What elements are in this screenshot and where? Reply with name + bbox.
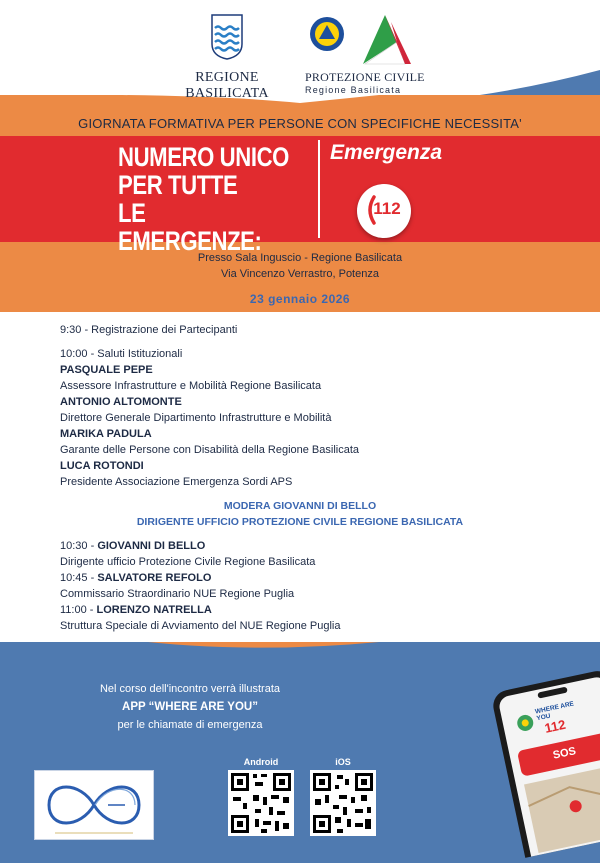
emergency-label: Emergenza: [330, 141, 443, 164]
venue: [0, 250, 600, 282]
title-banner: [0, 136, 600, 242]
agenda: [60, 322, 540, 634]
title-line-3: LE EMERGENZE:: [118, 198, 262, 256]
protezione-civile-logo-icon: [305, 12, 430, 67]
android-qr[interactable]: [228, 770, 294, 836]
title-line-2: PER TUTTE: [118, 170, 238, 200]
talk-speaker: GIOVANNI DI BELLO: [97, 540, 206, 552]
emergency-number: 112: [373, 199, 401, 218]
regione-logo: [152, 14, 302, 102]
talk-role: Struttura Speciale di Avviamento del NUE Regione Puglia: [60, 620, 341, 632]
promo-line-3: per le chiamate di emergenza: [117, 719, 263, 731]
talk-speaker: SALVATORE REFOLO: [97, 572, 212, 584]
agenda-registration: 9:30 - Registrazione dei Partecipanti: [60, 324, 238, 336]
android-label: Android: [243, 757, 279, 767]
moderator-line-2: DIRIGENTE UFFICIO PROTEZIONE CIVILE REGIONE BASILICATA: [136, 516, 464, 528]
speaker-name: MARIKA PADULA: [60, 428, 152, 440]
speaker-role: Direttore Generale Dipartimento Infrastrutture e Mobilità: [60, 412, 332, 424]
pc-line2: Regione Basilicata: [305, 85, 402, 95]
speaker-role: Assessore Infrastrutture e Mobilità Regione Basilicata: [60, 380, 322, 392]
qr-code-icon: [228, 770, 294, 836]
speaker-name: PASQUALE PEPE: [60, 364, 153, 376]
protezione-civile-logo: [305, 12, 430, 95]
speaker-role: Presidente Associazione Emergenza Sordi APS: [60, 476, 293, 488]
talk-time: 10:45 -: [60, 572, 98, 584]
region-name: REGIONE BASILICATA: [185, 70, 269, 101]
talk-time: 11:00 -: [60, 604, 97, 616]
event-subtitle: GIORNATA FORMATIVA PER PERSONE CON SPECIFICHE NECESSITA': [78, 116, 522, 131]
pc-line1: PROTEZIONE CIVILE: [305, 70, 425, 84]
talk-role: Commissario Straordinario NUE Regione Puglia: [60, 588, 295, 600]
association-logo: [34, 770, 154, 840]
infinity-logo-icon: [35, 771, 153, 839]
speaker-role: Garante delle Persone con Disabilità della Regione Basilicata: [60, 444, 360, 456]
venue-line-1: Presso Sala Inguscio - Regione Basilicata: [197, 252, 403, 264]
event-date: 23 gennaio 2026: [249, 292, 351, 306]
ios-qr[interactable]: [310, 770, 376, 836]
speaker-name: ANTONIO ALTOMONTE: [60, 396, 182, 408]
phone-sos-button[interactable]: SOS: [551, 745, 578, 762]
moderator-line-1: MODERA GIOVANNI DI BELLO: [223, 500, 377, 512]
talk-item: [60, 538, 540, 554]
promo-line-1: Nel corso dell'incontro verrà illustrata: [99, 683, 280, 695]
event-title: [118, 143, 290, 255]
header: [0, 0, 600, 101]
basilicata-crest-icon: [211, 14, 243, 60]
app-promo: [60, 680, 320, 734]
talk-item: [60, 570, 540, 586]
phone-header-text: WHERE ARE YOU: [534, 700, 575, 723]
phone-number-text: 112: [543, 716, 567, 736]
agenda-greetings: 10:00 - Saluti Istituzionali: [60, 348, 183, 360]
talk-role: Dirigente ufficio Protezione Civile Regione Basilicata: [60, 556, 316, 568]
talk-item: [60, 602, 540, 618]
talk-speaker: LORENZO NATRELLA: [96, 604, 212, 616]
ios-label: iOS: [335, 757, 351, 767]
speaker-name: LUCA ROTONDI: [60, 460, 144, 472]
qr-code-icon: [310, 770, 376, 836]
title-line-1: NUMERO UNICO: [118, 142, 289, 172]
talk-time: 10:30 -: [60, 540, 98, 552]
venue-line-2: Via Vincenzo Verrastro, Potenza: [221, 268, 379, 280]
app-name: APP “WHERE ARE YOU”: [122, 701, 258, 713]
banner-divider: [318, 140, 320, 238]
